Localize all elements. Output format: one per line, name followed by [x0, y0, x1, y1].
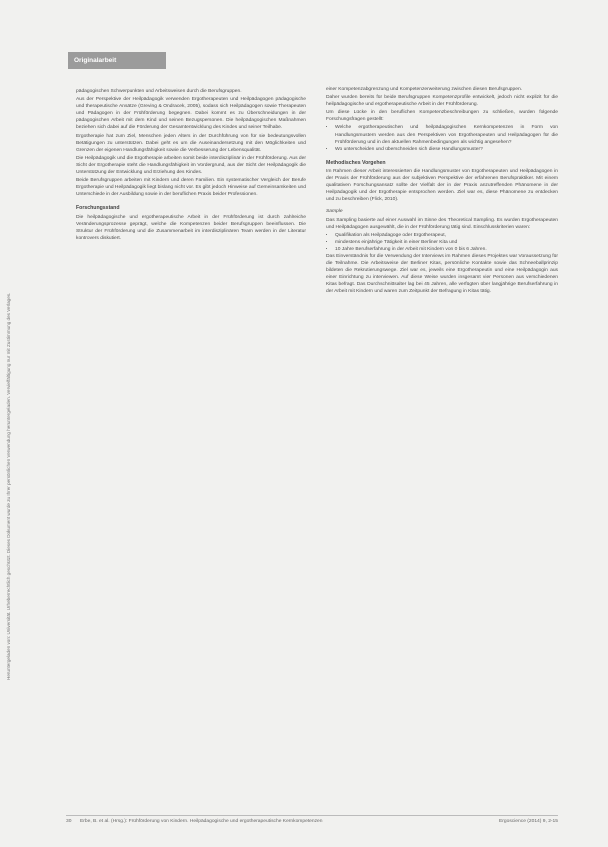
paragraph: Daher wurden bereits für beide Berufsgruppen Kompetenzprofile entwickelt, jedoch nicht explizit für die heilpädagogische und ergotherapeutische Arbeit in der Frühförderung. — [326, 95, 558, 108]
list-item: • 10 Jahre Berufserfahrung in der Arbeit mit Kindern von 0 bis 6 Jahren. — [335, 246, 558, 253]
copyright-side-notice — [6, 120, 18, 680]
paragraph: Um diese Lücke in den beruflichen Kompetenzbeschreibungen zu schließen, wurden folgende Forschungsfragen gestellt: — [326, 110, 558, 123]
left-text-column — [76, 88, 306, 243]
section-label: Originalarbeit — [68, 52, 166, 69]
bullet-list — [326, 232, 558, 253]
paragraph: Im Rahmen dieser Arbeit interessierten die Handlungsmuster von Ergotherapeuten und Heilpädagogen in der Praxis der Frühförderung aus der subjektiven Perspektive der erfahrenen Berufspraktiker. Mit einem qualitativen Forschungsansatz sollte der Vielfalt der in der Praxis anzutreffenden Phänomene in der Heilpädagogik und der Ergotherapie entsprochen werden. Ziel war es, diese Phänomene zu entdecken und zu beschreiben (Flick, 2010). — [326, 168, 558, 203]
paragraph: pädagogischen Schwerpunkten und Arbeitsweisen durch die Berufsgruppen. — [76, 89, 242, 94]
paragraph: Ergotherapie hat zum Ziel, Menschen jeden Alters in der Durchführung von für sie bedeutungsvollen Betätigungen zu unterstützen. Dabei geht es um die Auseinandersetzung mit den Möglichkeiten und Grenzen der eigenen Handlungsfähigkeit sowie die Verbesserung der Lebensqualität. — [76, 133, 306, 153]
section-heading: Forschungsstand — [76, 205, 120, 212]
footer-citation: Erbe, B. et al. (Hrsg.): Frühförderung von Kindern. Heilpädagogische und ergotherapeutische Kernkompetenzen — [80, 819, 323, 824]
paragraph: Das Einverständnis für die Verwendung der Interviews im Rahmen dieses Projektes war Voraussetzung für die Teilnahme. Die Arbeitsweise der Berliner Kitas, persönliche Kontakte sowie das Schneeballprinzip bildeten die Rekrutierungswege. Ziel war es, jeweils eine Ergotherapeutin und eine Heilpädagogin aus einer Einrichtung zu interviewen. Auf diese Weise wurden insgesamt vier Personen aus verschiedenen Kitas befragt. Das Durchschnittsalter lag bei 45 Jahren, alle verfügten über langjährige Berufserfahrung in der Arbeit mit Kindern und waren zum Zeitpunkt der Befragung in Kitas tätig. — [326, 253, 558, 295]
side-notice-text: Heruntergeladen von: Universität. Urheberrechtlich geschützt. Dieses Dokument wurde zu Ihrer persönlichen Verwendung heruntergeladen. Vervielfältigung nur mit Zustimmung des Verlages. — [6, 292, 11, 680]
list-item: • mindestens einjährige Tätigkeit in einer Berliner Kita und — [335, 239, 558, 246]
paragraph: Das Sampling basierte auf einer Auswahl im Sinne des Theoretical Sampling. Es wurden Ergotherapeuten und Heilpädagogen ausgewählt, die in der Frühförderung tätig sind. Einschlusskriterien waren: — [326, 217, 558, 230]
list-item: • Welche ergotherapeutischen und heilpädagogischen Kernkompetenzen in Form von Handlungsmustern werden aus den Perspektiven von Ergotherapeuten und Heilpädagogen für die Frühförderung und in den aktuellen Rahmenbedingungen als wichtig angesehen? — [335, 124, 558, 145]
page-footer — [66, 815, 558, 830]
right-text-column — [326, 86, 558, 297]
subsection-heading: Sample — [326, 209, 343, 215]
paragraph: Die Heilpädagogik und die Ergotherapie arbeiten somit beide interdisziplinär in der Frühförderung. Aus der Sicht der Ergotherapie steht die Handlungsfähigkeit im Vordergrund, aus der Sicht der Heilpädagogik die Unterstützung der Entwicklung und Erziehung des Kindes. — [76, 155, 306, 176]
bullet-list — [326, 124, 558, 152]
list-item: • Qualifikation als Heilpädagoge oder Ergotherapeut, — [335, 232, 558, 239]
paragraph: Aus der Perspektive der Heilpädagogik verwenden Ergotherapeuten und Heilpädagogen pädagogische und therapeutische Ansätze (Greving & Ondracek, 2005), sodass sich Heilpädagogen sowie Therapeuten und Pädagogen in der Frühförderung begegnen. Dabei kommt es zu Überschneidungen in der pädagogischen Arbeit mit dem Kind und seinen Bezugspersonen. Die heilpädagogischen Maßnahmen beziehen sich dabei auf die Förderung der Gesamtentwicklung des Kindes und seiner Teilhabe. — [76, 97, 306, 131]
paragraph: einer Kompetenzabgrenzung und Kompetenzerweiterung zwischen diesen Berufsgruppen. — [326, 87, 523, 92]
page-number: 30 — [66, 819, 72, 824]
paragraph: Die heilpädagogische und ergotherapeutische Arbeit in der Frühförderung ist durch zahlreiche Veränderungsprozesse geprägt, welche die Kompetenzen beider Berufsgruppen beeinflussen. Die Struktur der Frühförderung und die Zusammenarbeit im interdisziplinären Team werden in der Literatur kontrovers diskutiert. — [76, 214, 306, 241]
list-item: • Wo unterscheiden und überschneiden sich diese Handlungsmuster? — [335, 146, 558, 153]
paragraph: Beide Berufsgruppen arbeiten mit Kindern und deren Familien. Ein systematischer Vergleich der Berufe Ergotherapie und Heilpädagogik liegt bislang nicht vor. Es gibt jedoch Hinweise auf Gemeinsamkeiten und Unterschiede in der Ausbildung sowie in der beruflichen Praxis beider Professionen. — [76, 178, 306, 198]
section-heading: Methodisches Vorgehen — [326, 159, 386, 166]
footer-journal: Ergoscience (2014) 9, 2-15 — [499, 819, 558, 824]
